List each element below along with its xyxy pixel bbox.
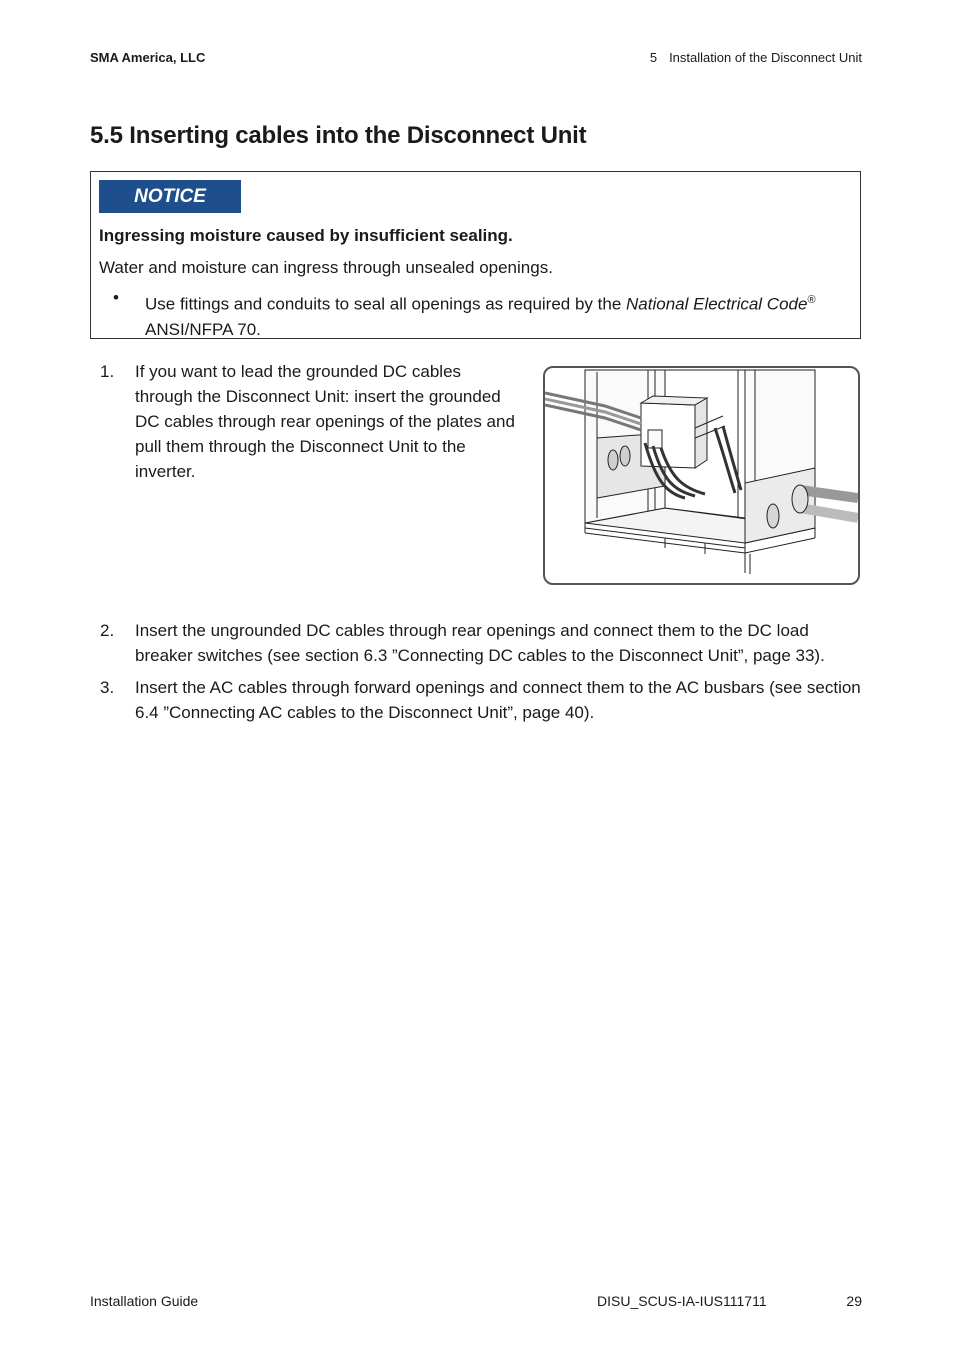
- registered-mark: ®: [807, 294, 816, 306]
- notice-item-standard: ANSI/NFPA 70.: [145, 319, 261, 339]
- footer-doc-id: DISU_SCUS-IA-IUS111711: [597, 1293, 767, 1309]
- notice-text: Water and moisture can ingress through unsealed openings.: [99, 258, 553, 277]
- step-line: Insert the ungrounded DC cables through rear openings and connect them to the DC load: [135, 621, 809, 640]
- notice-box: [90, 171, 861, 339]
- step-line: pull them through the Disconnect Unit to the: [135, 437, 466, 456]
- notice-item-text: Use fittings and conduits to seal all openings as required by the: [145, 294, 627, 314]
- step-line: breaker switches (see section 6.3 ”Connecting DC cables to the Disconnect Unit”, page 33).: [135, 646, 825, 665]
- cabinet-drawing: [545, 368, 858, 583]
- step-line: inverter.: [135, 462, 196, 481]
- step-line: Insert the AC cables through forward openings and connect them to the AC busbars (see section: [135, 678, 861, 697]
- header-chapter-title: Installation of the Disconnect Unit: [669, 50, 862, 65]
- notice-item: [145, 288, 850, 342]
- header-chapter: [650, 50, 862, 65]
- step-number: 3.: [100, 678, 115, 697]
- step-text: [135, 618, 825, 668]
- disconnect-unit-illustration: [543, 366, 860, 585]
- step-line: through the Disconnect Unit: insert the grounded: [135, 387, 501, 406]
- step-line: 6.4 ”Connecting AC cables to the Disconnect Unit”, page 40).: [135, 703, 595, 722]
- step-text: [135, 675, 861, 725]
- notice-badge: NOTICE: [99, 180, 241, 213]
- step-text: [135, 359, 515, 484]
- step-line: DC cables through rear openings of the plates and: [135, 412, 515, 431]
- footer-guide-name: Installation Guide: [90, 1293, 199, 1309]
- section-title: 5.5 Inserting cables into the Disconnect Unit: [90, 122, 587, 149]
- header-chapter-number: 5: [649, 50, 658, 65]
- step-number: 1.: [100, 362, 115, 381]
- header-company: SMA America, LLC: [90, 50, 206, 65]
- footer-page-number: 29: [846, 1293, 862, 1309]
- step-line: If you want to lead the grounded DC cables: [135, 362, 462, 381]
- notice-item-code: National Electrical Code: [626, 294, 808, 314]
- bullet-icon: •: [113, 288, 119, 307]
- notice-heading: Ingressing moisture caused by insufficient sealing.: [99, 226, 513, 245]
- step-number: 2.: [100, 621, 115, 640]
